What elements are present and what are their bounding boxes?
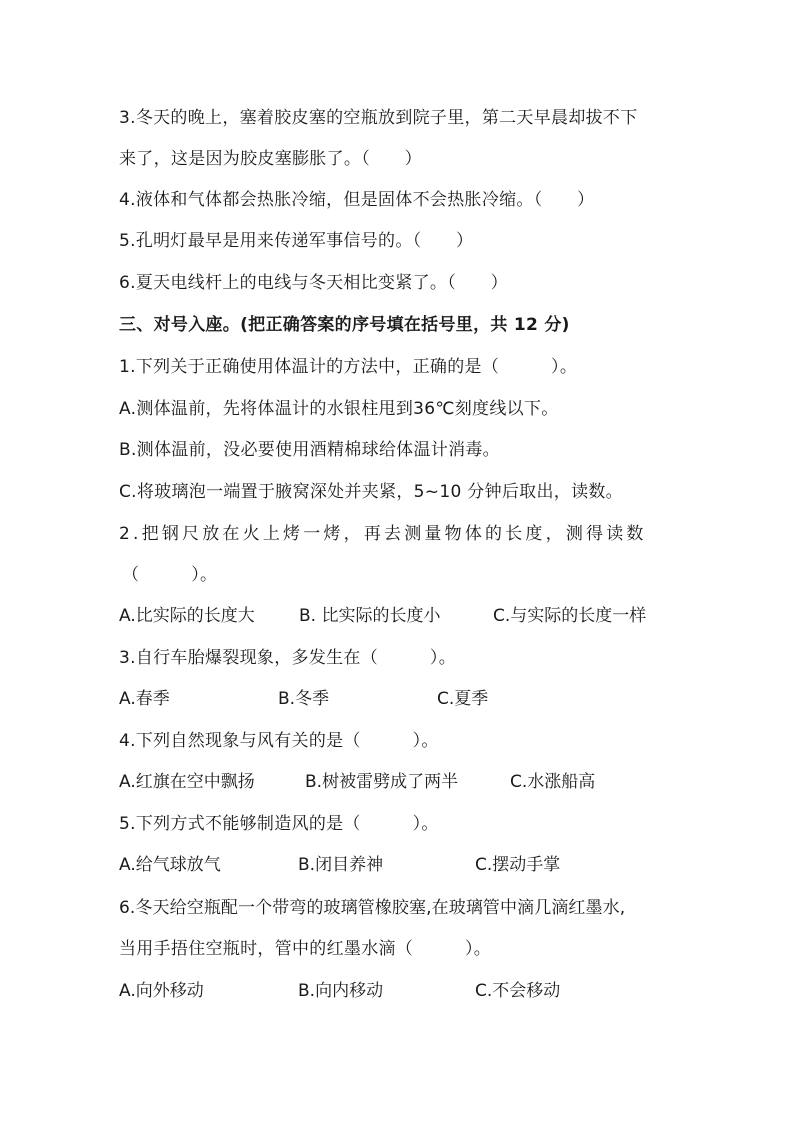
question-6-option-c: C.不会移动 [475, 981, 561, 1001]
question-1-option-c: C.将玻璃泡一端置于腋窝深处并夹紧，5~10 分钟后取出，读数。 [119, 482, 623, 502]
question-4-option-a: A.红旗在空中飘扬 [119, 772, 255, 792]
question-3-option-a: A.春季 [119, 689, 170, 709]
tf-item-6: 6.夏天电线杆上的电线与冬天相比变紧了。（ ） [119, 273, 508, 293]
question-4-stem: 4.下列自然现象与风有关的是（ ）。 [119, 731, 439, 751]
question-2-option-b: B. 比实际的长度小 [299, 606, 441, 626]
tf-item-3-line2: 来了，这是因为胶皮塞膨胀了。（ ） [119, 149, 422, 169]
section-heading: 三、对号入座。(把正确答案的序号填在括号里，共 12 分) [119, 315, 570, 335]
question-6-stem: 6.冬天给空瓶配一个带弯的玻璃管橡胶塞,在玻璃管中滴几滴红墨水, [119, 898, 626, 918]
question-2-stem-cont: （ ）。 [122, 565, 218, 585]
tf-item-5: 5.孔明灯最早是用来传递军事信号的。（ ） [119, 231, 474, 251]
question-4-option-c: C.水涨船高 [510, 772, 596, 792]
question-2-stem: 2.把钢尺放在火上烤一烤，再去测量物体的长度，测得读数 [119, 524, 647, 544]
tf-item-4: 4.液体和气体都会热胀冷缩，但是固体不会热胀冷缩。（ ） [119, 190, 595, 210]
question-5-option-c: C.摆动手掌 [475, 855, 561, 875]
tf-item-3-line1: 3.冬天的晚上，塞着胶皮塞的空瓶放到院子里，第二天早晨却拔不下 [119, 108, 638, 128]
question-3-option-b: B.冬季 [278, 689, 330, 709]
question-6-option-a: A.向外移动 [119, 981, 204, 1001]
question-2-option-a: A.比实际的长度大 [119, 606, 255, 626]
question-3-option-c: C.夏季 [437, 689, 489, 709]
question-1-stem: 1.下列关于正确使用体温计的方法中，正确的是（ ）。 [119, 357, 578, 377]
question-5-option-a: A.给气球放气 [119, 855, 221, 875]
question-1-option-a: A.测体温前，先将体温计的水银柱甩到36℃刻度线以下。 [119, 399, 559, 419]
question-3-stem: 3.自行车胎爆裂现象，多发生在（ ）。 [119, 648, 457, 668]
question-1-option-b: B.测体温前，没必要使用酒精棉球给体温计消毒。 [119, 440, 500, 460]
question-4-option-b: B.树被雷劈成了两半 [305, 772, 459, 792]
question-2-option-c: C.与实际的长度一样 [493, 606, 647, 626]
question-5-stem: 5.下列方式不能够制造风的是（ ）。 [119, 814, 439, 834]
question-6-option-b: B.向内移动 [298, 981, 384, 1001]
question-6-stem-cont: 当用手捂住空瓶时，管中的红墨水滴（ ）。 [119, 939, 492, 959]
question-5-option-b: B.闭目养神 [298, 855, 384, 875]
